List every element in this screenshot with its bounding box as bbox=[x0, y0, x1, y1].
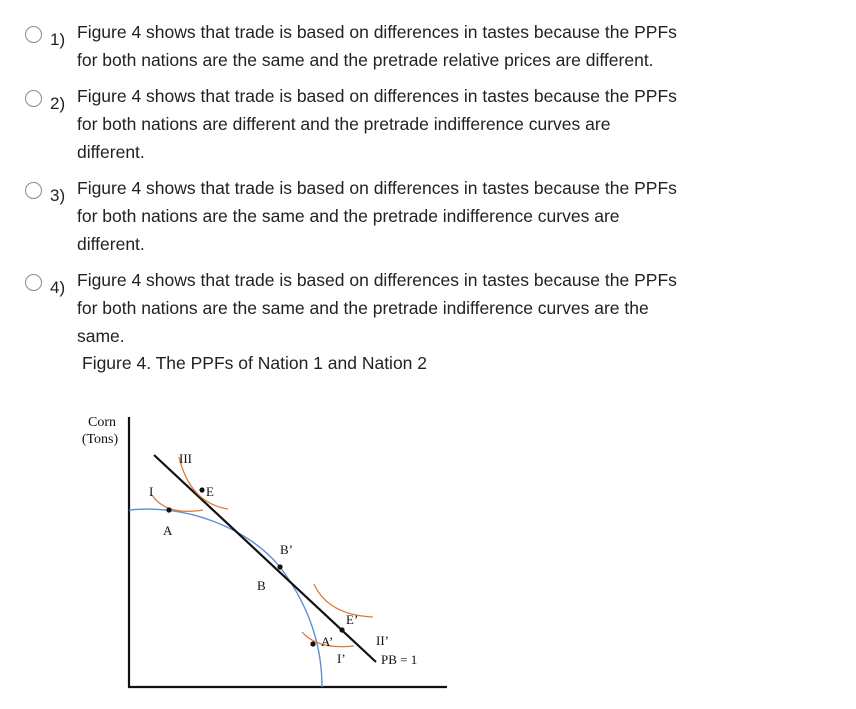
option-3-line-1: Figure 4 shows that trade is based on differences in tastes because the PPFs bbox=[77, 178, 677, 198]
option-4-line-1: Figure 4 shows that trade is based on differences in tastes because the PPFs bbox=[77, 270, 677, 290]
option-4-line-3: same. bbox=[77, 326, 125, 346]
label-A: A bbox=[163, 523, 173, 538]
option-2-line-2: for both nations are different and the pretrade indifference curves are bbox=[77, 114, 611, 134]
option-1-text bbox=[77, 18, 737, 74]
label-A-prime: A’ bbox=[321, 634, 334, 649]
price-label: PB = 1 bbox=[381, 652, 418, 667]
point-E-prime bbox=[339, 627, 344, 632]
option-3-number: 3) bbox=[50, 186, 66, 205]
label-E-prime: E’ bbox=[346, 612, 359, 627]
point-A-prime bbox=[310, 641, 315, 646]
label-II-prime: II’ bbox=[376, 633, 389, 648]
label-E: E bbox=[206, 484, 214, 499]
option-3-line-2: for both nations are the same and the pretrade indifference curves are bbox=[77, 206, 620, 226]
option-1-number: 1) bbox=[50, 30, 66, 49]
label-III: III bbox=[179, 451, 192, 466]
option-2-line-1: Figure 4 shows that trade is based on differences in tastes because the PPFs bbox=[77, 86, 677, 106]
ppf-figure bbox=[70, 400, 470, 709]
label-B-prime: B’ bbox=[280, 542, 293, 557]
label-I: I bbox=[149, 484, 154, 499]
option-1-radio[interactable] bbox=[25, 26, 42, 43]
label-I-prime: I’ bbox=[337, 651, 346, 666]
option-4-radio[interactable] bbox=[25, 274, 42, 291]
option-2-number: 2) bbox=[50, 94, 66, 113]
option-2-radio[interactable] bbox=[25, 90, 42, 107]
option-2-text bbox=[77, 82, 737, 166]
option-4-text bbox=[77, 266, 737, 350]
option-2-line-3: different. bbox=[77, 142, 145, 162]
option-3-radio[interactable] bbox=[25, 182, 42, 199]
option-4-number: 4) bbox=[50, 278, 66, 297]
ppf-curve bbox=[129, 509, 322, 687]
option-1-line-1: Figure 4 shows that trade is based on differences in tastes because the PPFs bbox=[77, 22, 677, 42]
point-B bbox=[277, 564, 282, 569]
point-A bbox=[166, 507, 171, 512]
option-1-line-2: for both nations are the same and the pretrade relative prices are different. bbox=[77, 50, 654, 70]
y-axis-label-line-1: Corn bbox=[88, 415, 116, 430]
option-4-line-2: for both nations are the same and the pretrade indifference curves are the bbox=[77, 298, 649, 318]
option-3-text bbox=[77, 174, 737, 258]
figure-caption: Figure 4. The PPFs of Nation 1 and Nation 2 bbox=[82, 353, 428, 373]
label-B: B bbox=[257, 578, 266, 593]
point-E bbox=[199, 487, 204, 492]
option-3-line-3: different. bbox=[77, 234, 145, 254]
y-axis-label-line-2: (Tons) bbox=[81, 432, 119, 447]
